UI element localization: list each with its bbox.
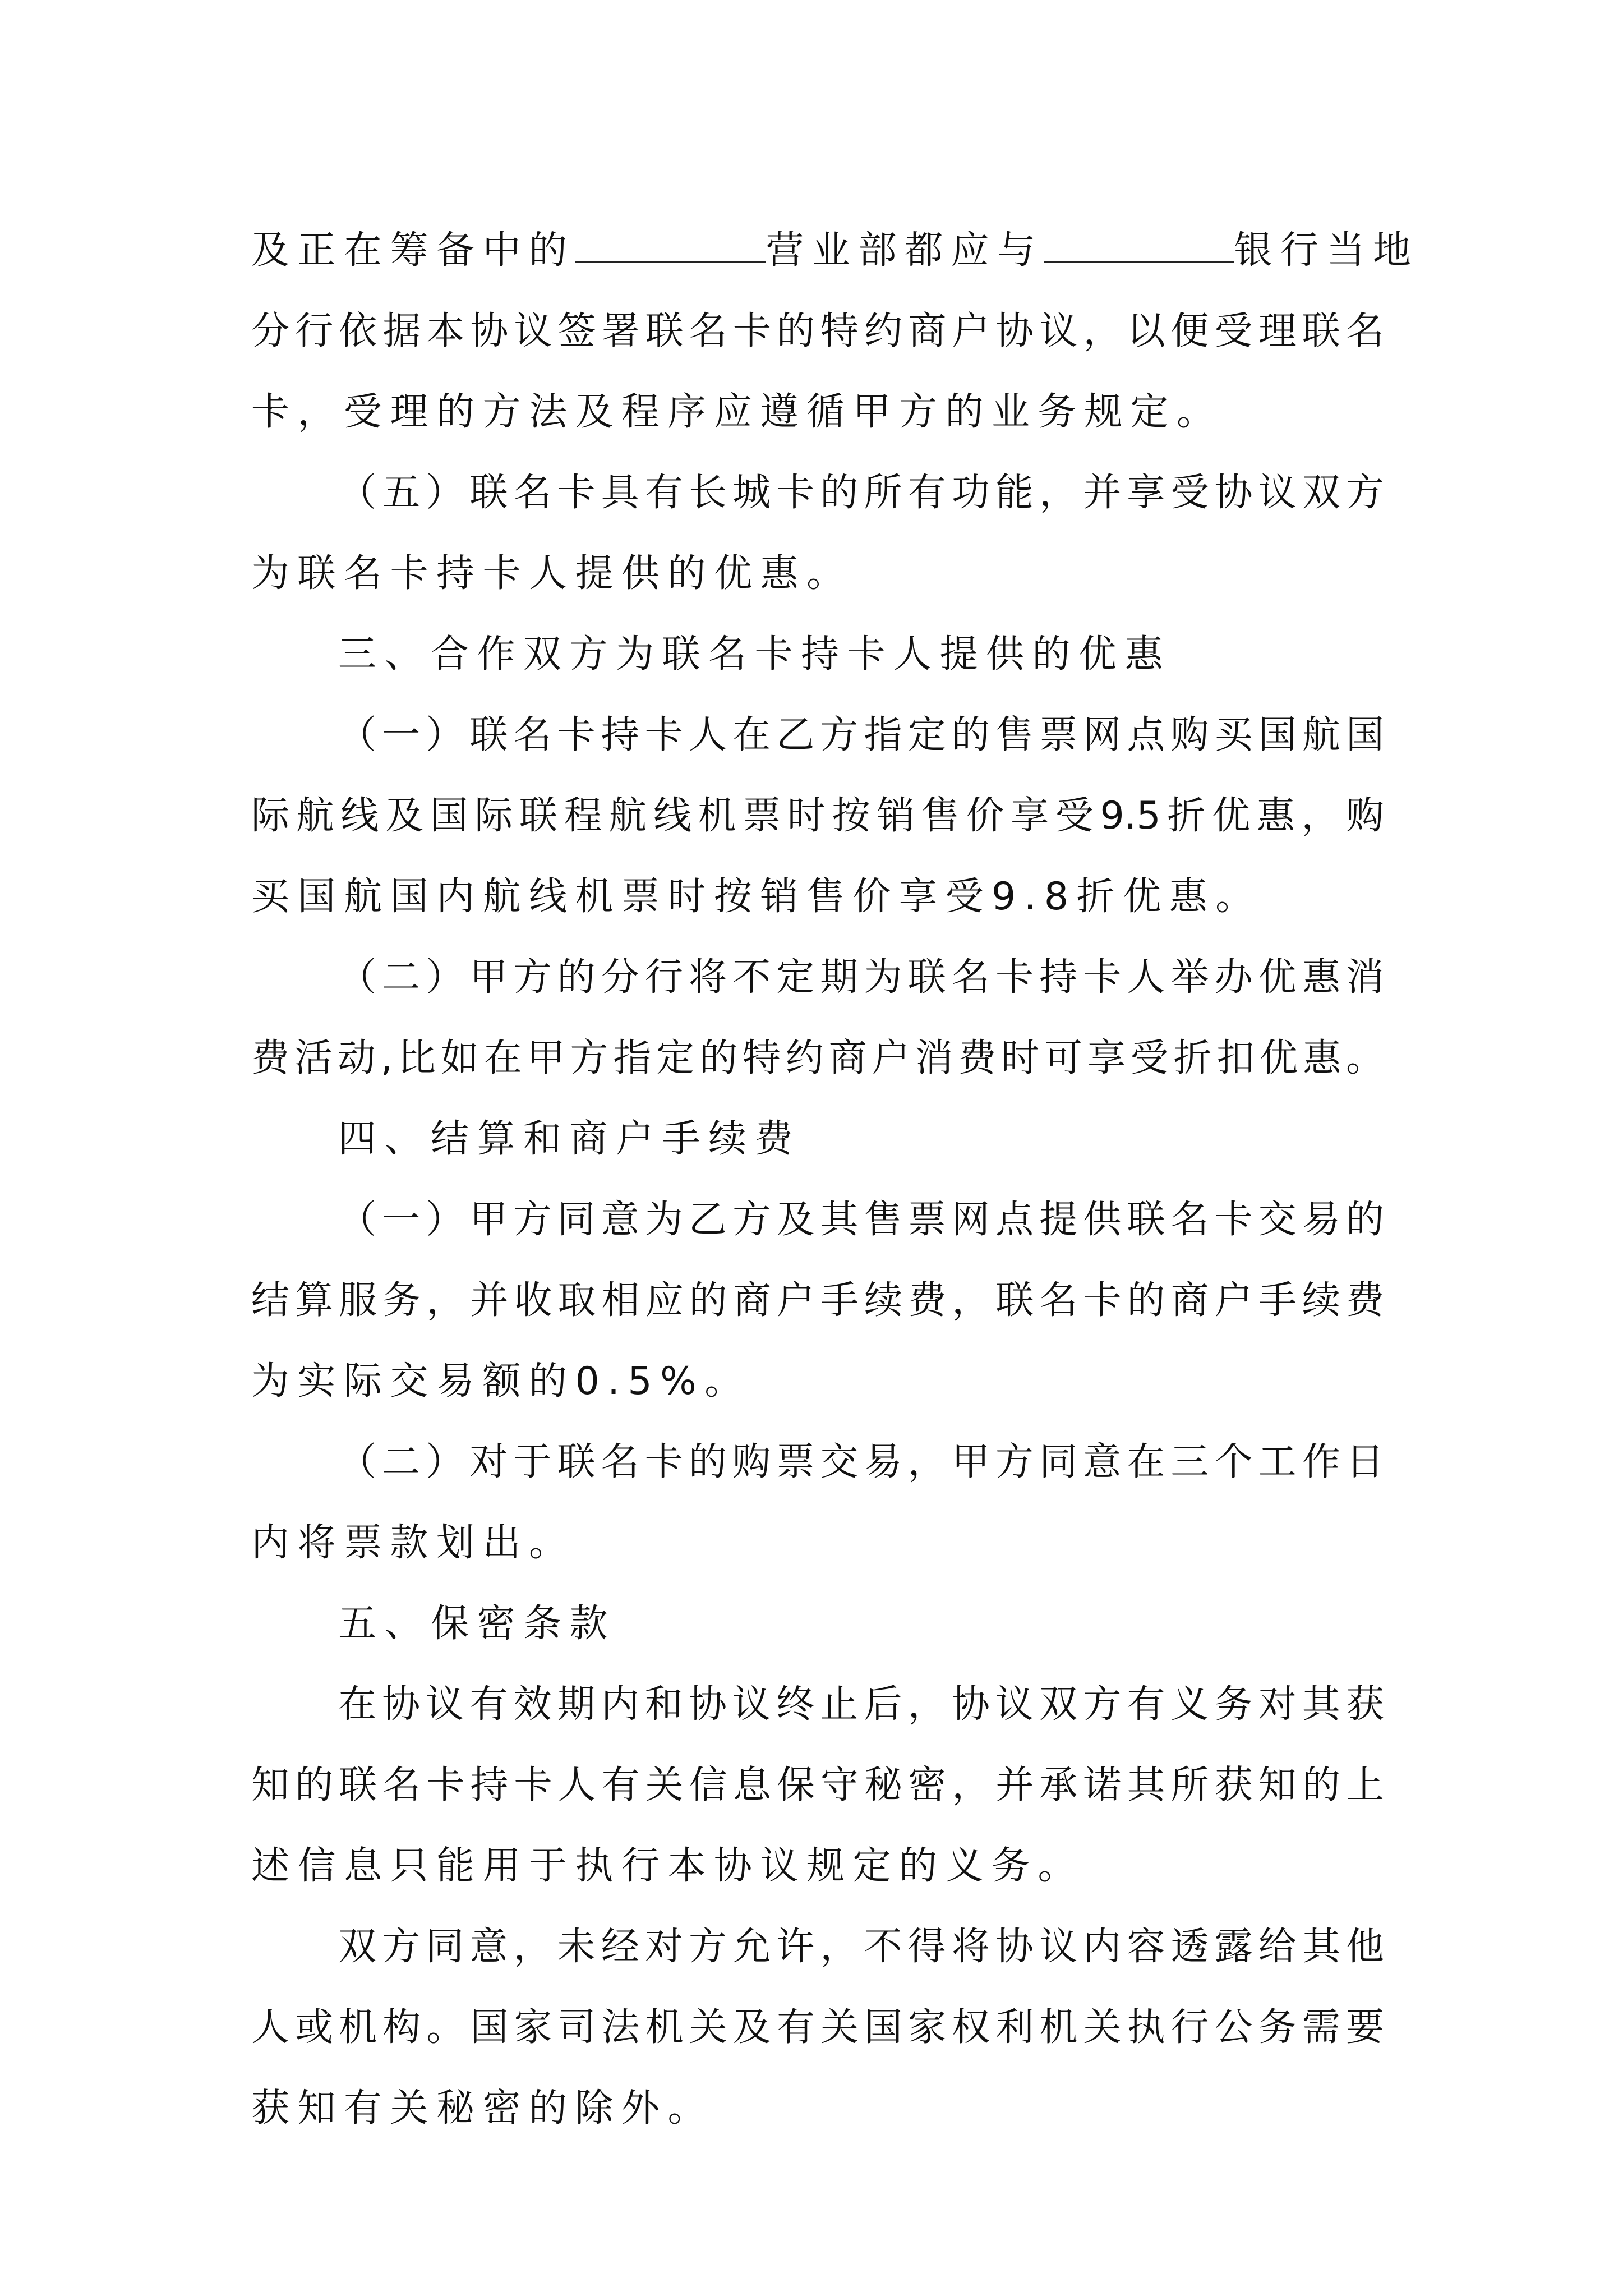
line-text: 营业部都应与 — [766, 228, 1044, 273]
blank-field-bank — [1044, 226, 1234, 263]
paragraph-line: 在协议有效期内和协议终止后，协议双方有义务对其获 — [338, 1682, 1384, 1727]
paragraph-line: 际航线及国际联程航线机票时按销售价享受9.5折优惠，购 — [251, 794, 1384, 838]
paragraph-line: （五）联名卡具有长城卡的所有功能，并享受协议双方 — [338, 471, 1384, 515]
paragraph-line: 获知有关秘密的除外。 — [251, 2086, 714, 2131]
paragraph-line: 知的联名卡持卡人有关信息保守秘密，并承诺其所获知的上 — [251, 1763, 1384, 1807]
paragraph-line: 内将票款划出。 — [251, 1521, 575, 1565]
paragraph-line: （二）对于联名卡的购票交易，甲方同意在三个工作日 — [338, 1440, 1384, 1484]
paragraph-line: 为联名卡持卡人提供的优惠。 — [251, 551, 853, 596]
paragraph-line: 费活动,比如在甲方指定的特约商户消费时可享受折扣优惠。 — [251, 1036, 1384, 1080]
line-text: 及正在筹备中的 — [251, 228, 575, 273]
paragraph-line: 双方同意，未经对方允许，不得将协议内容透露给其他 — [338, 1925, 1384, 1969]
section-heading: 三、合作双方为联名卡持卡人提供的优惠 — [338, 632, 1172, 677]
section-heading: 四、结算和商户手续费 — [338, 1117, 801, 1161]
blank-field-branch — [575, 226, 766, 263]
document-body — [251, 210, 1419, 2149]
paragraph-line — [251, 210, 1419, 291]
paragraph-line: 分行依据本协议签署联名卡的特约商户协议，以便受理联名 — [251, 309, 1384, 353]
paragraph-line: 述信息只能用于执行本协议规定的义务。 — [251, 1844, 1085, 1888]
paragraph-line: 结算服务，并收取相应的商户手续费，联名卡的商户手续费 — [251, 1278, 1384, 1323]
paragraph-line: 人或机构。国家司法机关及有关国家权利机关执行公务需要 — [251, 2005, 1384, 2050]
line-text: 银行当地 — [1234, 228, 1419, 273]
paragraph-line: 为实际交易额的0.5%。 — [251, 1359, 751, 1404]
paragraph-line: 卡，受理的方法及程序应遵循甲方的业务规定。 — [251, 390, 1223, 434]
section-heading: 五、保密条款 — [338, 1602, 616, 1646]
paragraph-line: （一）联名卡持卡人在乙方指定的售票网点购买国航国 — [338, 713, 1384, 757]
paragraph-line: （二）甲方的分行将不定期为联名卡持卡人举办优惠消 — [338, 955, 1384, 1000]
paragraph-line: 买国航国内航线机票时按销售价享受9.8折优惠。 — [251, 875, 1262, 919]
paragraph-line: （一）甲方同意为乙方及其售票网点提供联名卡交易的 — [338, 1198, 1384, 1242]
